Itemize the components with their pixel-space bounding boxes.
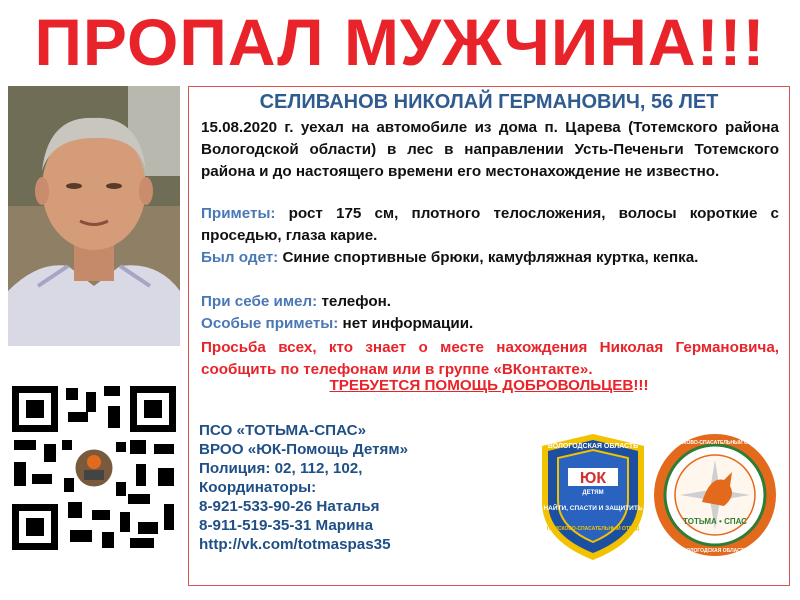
contact-line: Полиция: 02, 112, 102, [199, 460, 363, 477]
carried-label: При себе имел: [201, 293, 318, 310]
signs-value: рост 175 см, плотного телосложения, волосы короткие с проседью, глаза карие. [201, 205, 779, 244]
special-signs-row [201, 313, 779, 335]
yuk-deti-logo [538, 432, 648, 562]
special-signs-value: нет информации. [342, 315, 474, 332]
logo-ring-top: ПОИСКОВО-СПАСАТЕЛЬНЫЙ ОТРЯД [668, 440, 762, 446]
contact-line: Координаторы: [199, 479, 317, 496]
logo-brand-sub: ДЕТЯМ [582, 490, 604, 496]
qr-code[interactable] [8, 382, 180, 554]
logo-ring-bottom: ВОЛОГОДСКАЯ ОБЛАСТЬ [682, 548, 748, 554]
signs-row [201, 203, 779, 247]
clothes-value: Синие спортивные брюки, камуфляжная куртка, кепка. [282, 249, 699, 266]
carried-value: телефон. [321, 293, 391, 310]
signs-label: Приметы: [201, 205, 276, 222]
contact-line: 8-911-519-35-31 Марина [199, 517, 374, 534]
contact-line: ПСО «ТОТЬМА-СПАС» [199, 422, 367, 439]
missing-person-photo [8, 86, 180, 346]
contacts-block [199, 421, 408, 554]
logo-brand: ЮК [579, 470, 607, 487]
logo-motto: НАЙТИ, СПАСТИ И ЗАЩИТИТЬ [543, 505, 643, 512]
disappearance-story: 15.08.2020 г. уехал на автомобиле из дома п. Царева (Тотемского района Вологодской области) в лес в направлении Усть-Печеньги Тотемского района и до настоящего времени его местонахождение не известно. [201, 119, 779, 180]
contact-line: 8-921-533-90-26 Наталья [199, 498, 380, 515]
carried-row [201, 291, 779, 313]
clothes-label: Был одет: [201, 249, 279, 266]
volunteers-exclaim: !!! [633, 377, 649, 394]
appeal-text: Просьба всех, кто знает о месте нахождения Николая Германовича, сообщить по телефонам или в группе «ВКонтакте». [201, 339, 779, 378]
volunteers-text: ТРЕБУЕТСЯ ПОМОЩЬ ДОБРОВОЛЬЦЕВ [329, 377, 634, 394]
vk-link[interactable]: http://vk.com/totmaspas35 [199, 536, 391, 553]
missing-headline: ПРОПАЛ МУЖЧИНА!!! [34, 5, 766, 79]
logo-top-text: ВОЛОГОДСКАЯ ОБЛАСТЬ [547, 443, 639, 450]
volunteers-call [189, 377, 789, 394]
logo-center-text: ТОТЬМА • СПАС [683, 517, 747, 526]
person-name: СЕЛИВАНОВ НИКОЛАЙ ГЕРМАНОВИЧ, 56 ЛЕТ [259, 91, 719, 113]
clothes-row [201, 247, 779, 269]
contact-line: ВРОО «ЮК-Помощь Детям» [199, 441, 409, 458]
logo-ring-text: ПОИСКОВО-СПАСАТЕЛЬНЫЙ ОТРЯД [546, 526, 640, 532]
special-signs-label: Особые приметы: [201, 315, 339, 332]
totma-spas-logo [652, 432, 778, 558]
